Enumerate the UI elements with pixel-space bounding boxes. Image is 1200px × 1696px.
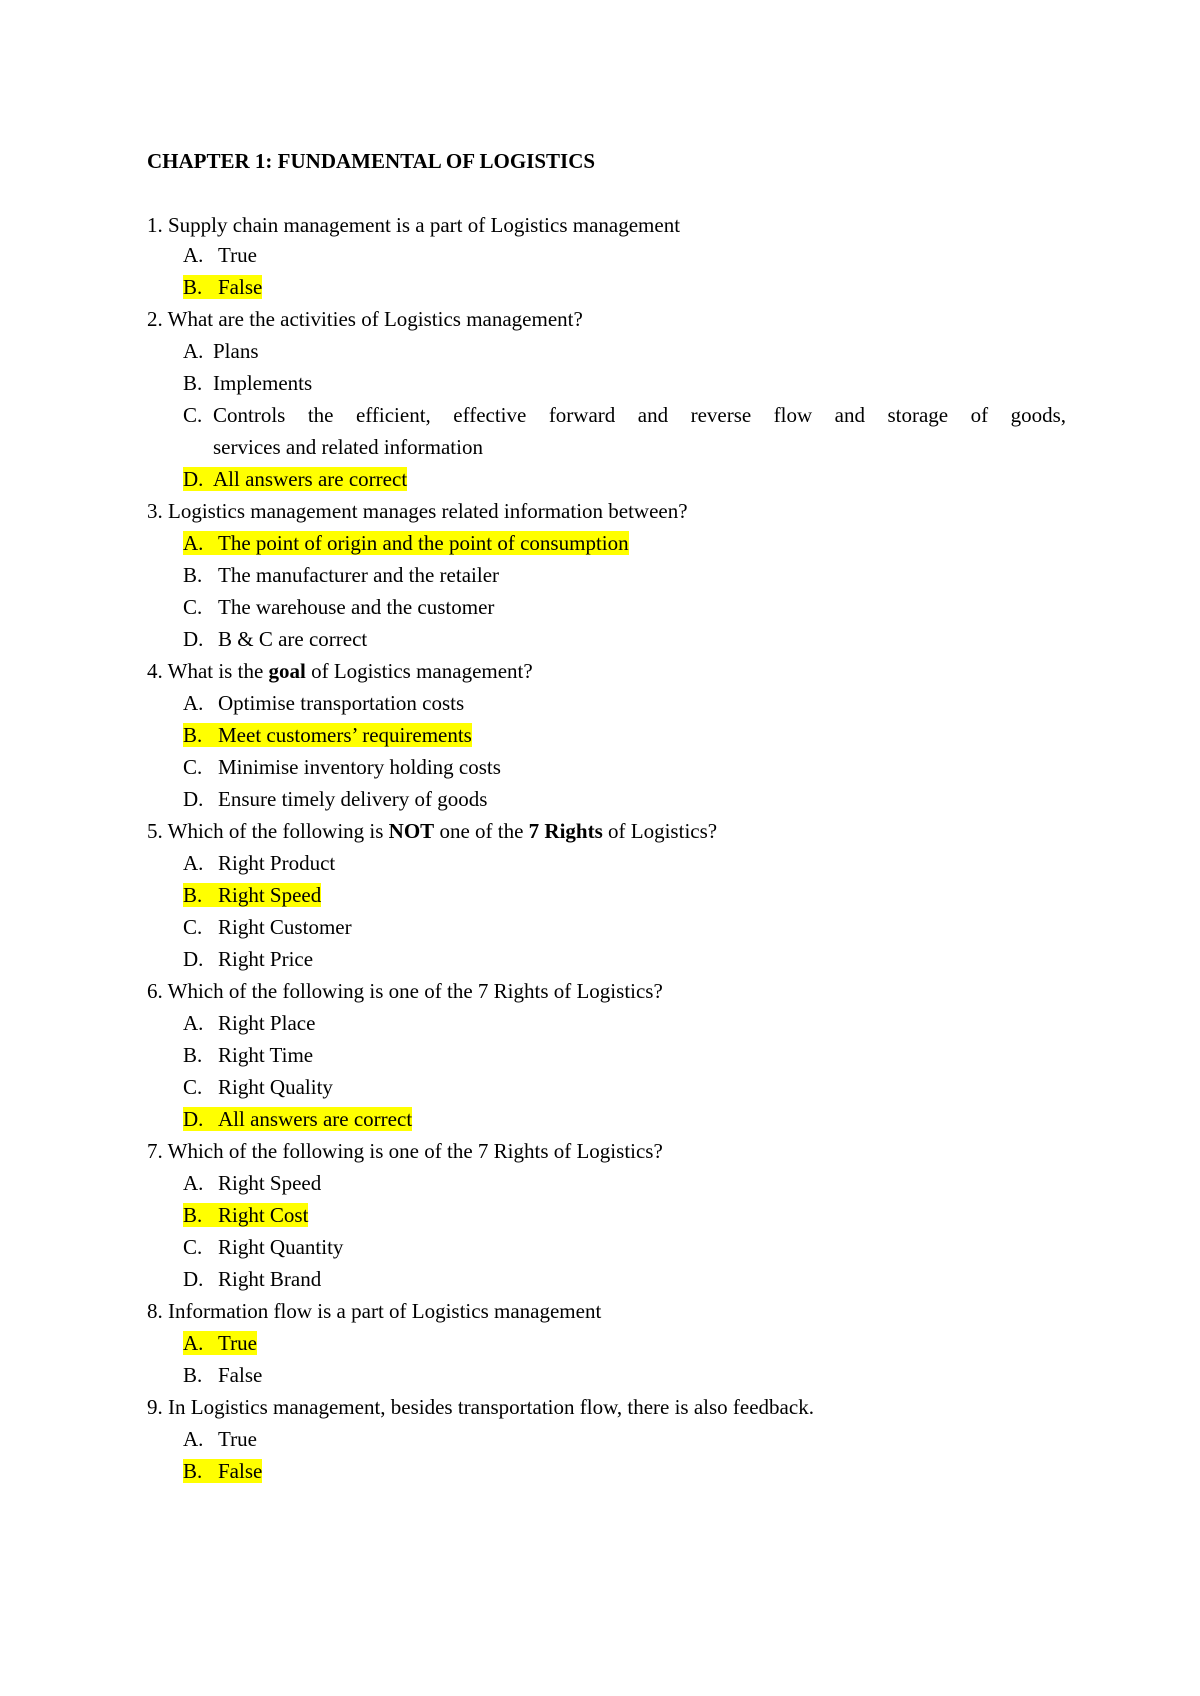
q4-option-a: A. Optimise transportation costs (183, 691, 465, 715)
q3-option-b: B. The manufacturer and the retailer (183, 563, 500, 587)
chapter-title: CHAPTER 1: FUNDAMENTAL OF LOGISTICS (147, 149, 596, 173)
question-7 (147, 1136, 663, 1166)
q4-option-c: C. Minimise inventory holding costs (183, 755, 501, 779)
q2-option-c: C. Controls the efficient, effective forward and reverse flow and storage of goods, (183, 403, 1066, 427)
question-text: Which of the following is one of the 7 Rights of Logistics? (167, 979, 663, 1003)
question-1 (147, 210, 680, 240)
q2-option-b: B. Implements (183, 371, 313, 395)
q7-option-a: A. Right Speed (183, 1171, 322, 1195)
question-number: 2. (147, 307, 163, 331)
question-5: 5. Which of the following is NOT one of the 7 Rights of Logistics? (147, 819, 718, 843)
q3-option-a-correct: A. The point of origin and the point of consumption (183, 531, 629, 555)
question-4: 4. What is the goal of Logistics management? (147, 659, 533, 683)
q2-option-a: A. Plans (183, 339, 259, 363)
q1-option-a: A. True (183, 243, 257, 267)
question-text: Logistics management manages related information between? (168, 499, 688, 523)
q4-option-d: D. Ensure timely delivery of goods (183, 787, 488, 811)
question-text: What are the activities of Logistics management? (167, 307, 583, 331)
q8-option-b: B. False (183, 1363, 263, 1387)
q1-option-b-correct: B. False (183, 275, 263, 299)
q9-option-a: A. True (183, 1427, 257, 1451)
q7-option-d: D. Right Brand (183, 1267, 322, 1291)
q5-option-d: D. Right Price (183, 947, 314, 971)
question-8 (147, 1296, 601, 1326)
question-2 (147, 304, 583, 334)
question-6 (147, 976, 663, 1006)
q6-option-d-correct: D. All answers are correct (183, 1107, 413, 1131)
question-number: 9. (147, 1395, 163, 1419)
question-text: In Logistics management, besides transportation flow, there is also feedback. (168, 1395, 814, 1419)
q7-option-b-correct: B. Right Cost (183, 1203, 309, 1227)
q5-option-a: A. Right Product (183, 851, 336, 875)
question-number: 1. (147, 213, 163, 237)
question-3 (147, 496, 688, 526)
question-number: 4. (147, 659, 163, 683)
question-number: 7. (147, 1139, 163, 1163)
q2-option-c-continuation: services and related information (213, 435, 483, 459)
q3-option-c: C. The warehouse and the customer (183, 595, 495, 619)
q2-option-d-correct: D. All answers are correct (183, 467, 408, 491)
question-number: 5. (147, 819, 163, 843)
q6-option-a: A. Right Place (183, 1011, 316, 1035)
q5-option-b-correct: B. Right Speed (183, 883, 322, 907)
question-text: Information flow is a part of Logistics management (168, 1299, 602, 1323)
q7-option-c: C. Right Quantity (183, 1235, 344, 1259)
q4-option-b-correct: B. Meet customers’ requirements (183, 723, 472, 747)
question-text: Which of the following is one of the 7 Rights of Logistics? (167, 1139, 663, 1163)
q6-option-c: C. Right Quality (183, 1075, 333, 1099)
question-text: Supply chain management is a part of Logistics management (168, 213, 681, 237)
q5-option-c: C. Right Customer (183, 915, 352, 939)
q8-option-a-correct: A. True (183, 1331, 257, 1355)
question-9 (147, 1392, 814, 1422)
q9-option-b-correct: B. False (183, 1459, 263, 1483)
q3-option-d: D. B & C are correct (183, 627, 368, 651)
question-number: 3. (147, 499, 163, 523)
question-number: 8. (147, 1299, 163, 1323)
q6-option-b: B. Right Time (183, 1043, 314, 1067)
question-number: 6. (147, 979, 163, 1003)
